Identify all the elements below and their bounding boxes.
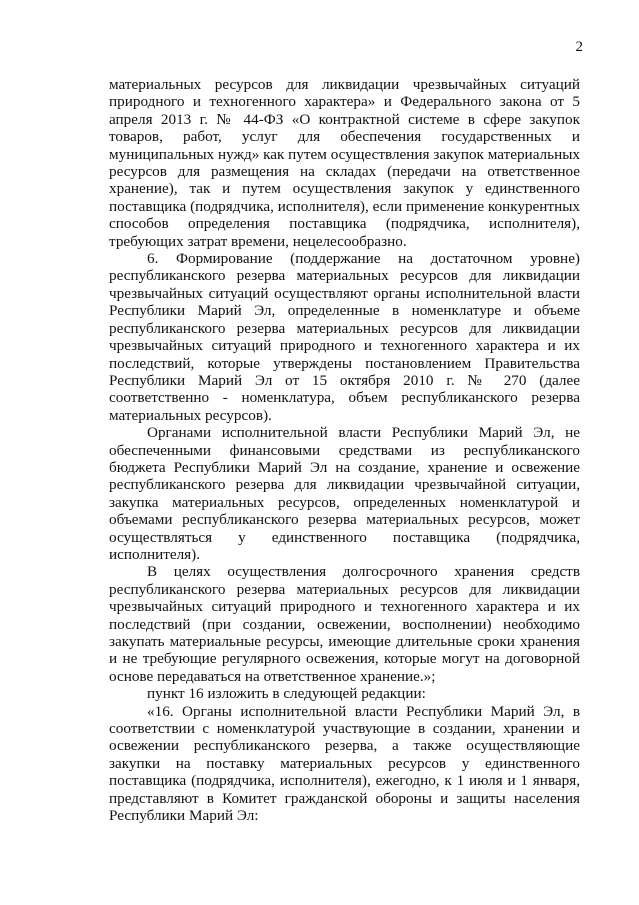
paragraph-single-supplier: Органами исполнительной власти Республики Марий Эл, не обеспеченными финансовыми средствами из республиканского бюджета Республики Марий Эл на создание, хранение и освежение республиканского резерва для ликвидации чрезвычайной ситуации, закупка материальных ресурсов, определенных номенклатурой и объемами республиканского резерва материальных ресурсов, может осуществляться у единственного поставщика (подрядчика, исполнителя). — [109, 424, 580, 563]
paragraph-item-6: 6. Формирование (поддержание на достаточном уровне) республиканского резерва материальных ресурсов для ликвидации чрезвычайных ситуаций осуществляют органы исполнительной власти Республики Марий Эл, определенные в номенклатуре и объеме республиканского резерва материальных ресурсов для ликвидации чрезвычайных ситуаций природного и техногенного характера и их последствий, которые утверждены постановлением Правительства Республики Марий Эл от 15 октября 2010 г. № 270 (далее соответственно - номенклатура, объем республиканского резерва материальных ресурсов). — [109, 250, 580, 424]
paragraph-item-16: «16. Органы исполнительной власти Республики Марий Эл, в соответствии с номенклатурой участвующие в создании, хранении и освежении республиканского резерва, а также осуществляющие закупки на поставку материальных ресурсов у единственного поставщика (подрядчика, исполнителя), ежегодно, к 1 июля и 1 января, представляют в Комитет гражданской обороны и защиты населения Республики Марий Эл: — [109, 702, 580, 825]
paragraph-long-term-storage: В целях осуществления долгосрочного хранения средств республиканского резерва материальных ресурсов для ликвидации чрезвычайных ситуаций природного и техногенного характера и их последствий (при создании, освежении, восполнении) необходимо закупать материальные ресурсы, имеющие длительные сроки хранения и не требующие регулярного освежения, которые могут на договорной основе передаваться на ответственное хранение.»; — [109, 563, 580, 685]
paragraph-amendment-intro: пункт 16 изложить в следующей редакции: — [147, 685, 426, 703]
page-number: 2 — [575, 39, 583, 55]
paragraph-continuation: материальных ресурсов для ликвидации чрезвычайных ситуаций природного и техногенного характера» и Федерального закона от 5 апреля 2013 г. № 44-ФЗ «О контрактной системе в сфере закупок товаров, работ, услуг для обеспечения государственных и муниципальных нужд» как путем осуществления закупок материальных ресурсов для размещения на складах (передачи на ответственное хранение), так и путем осуществления закупок у единственного поставщика (подрядчика, исполнителя), если применение конкурентных способов определения поставщика (подрядчика, исполнителя), требующих затрат времени, нецелесообразно. — [109, 76, 580, 250]
document-body — [109, 76, 580, 824]
